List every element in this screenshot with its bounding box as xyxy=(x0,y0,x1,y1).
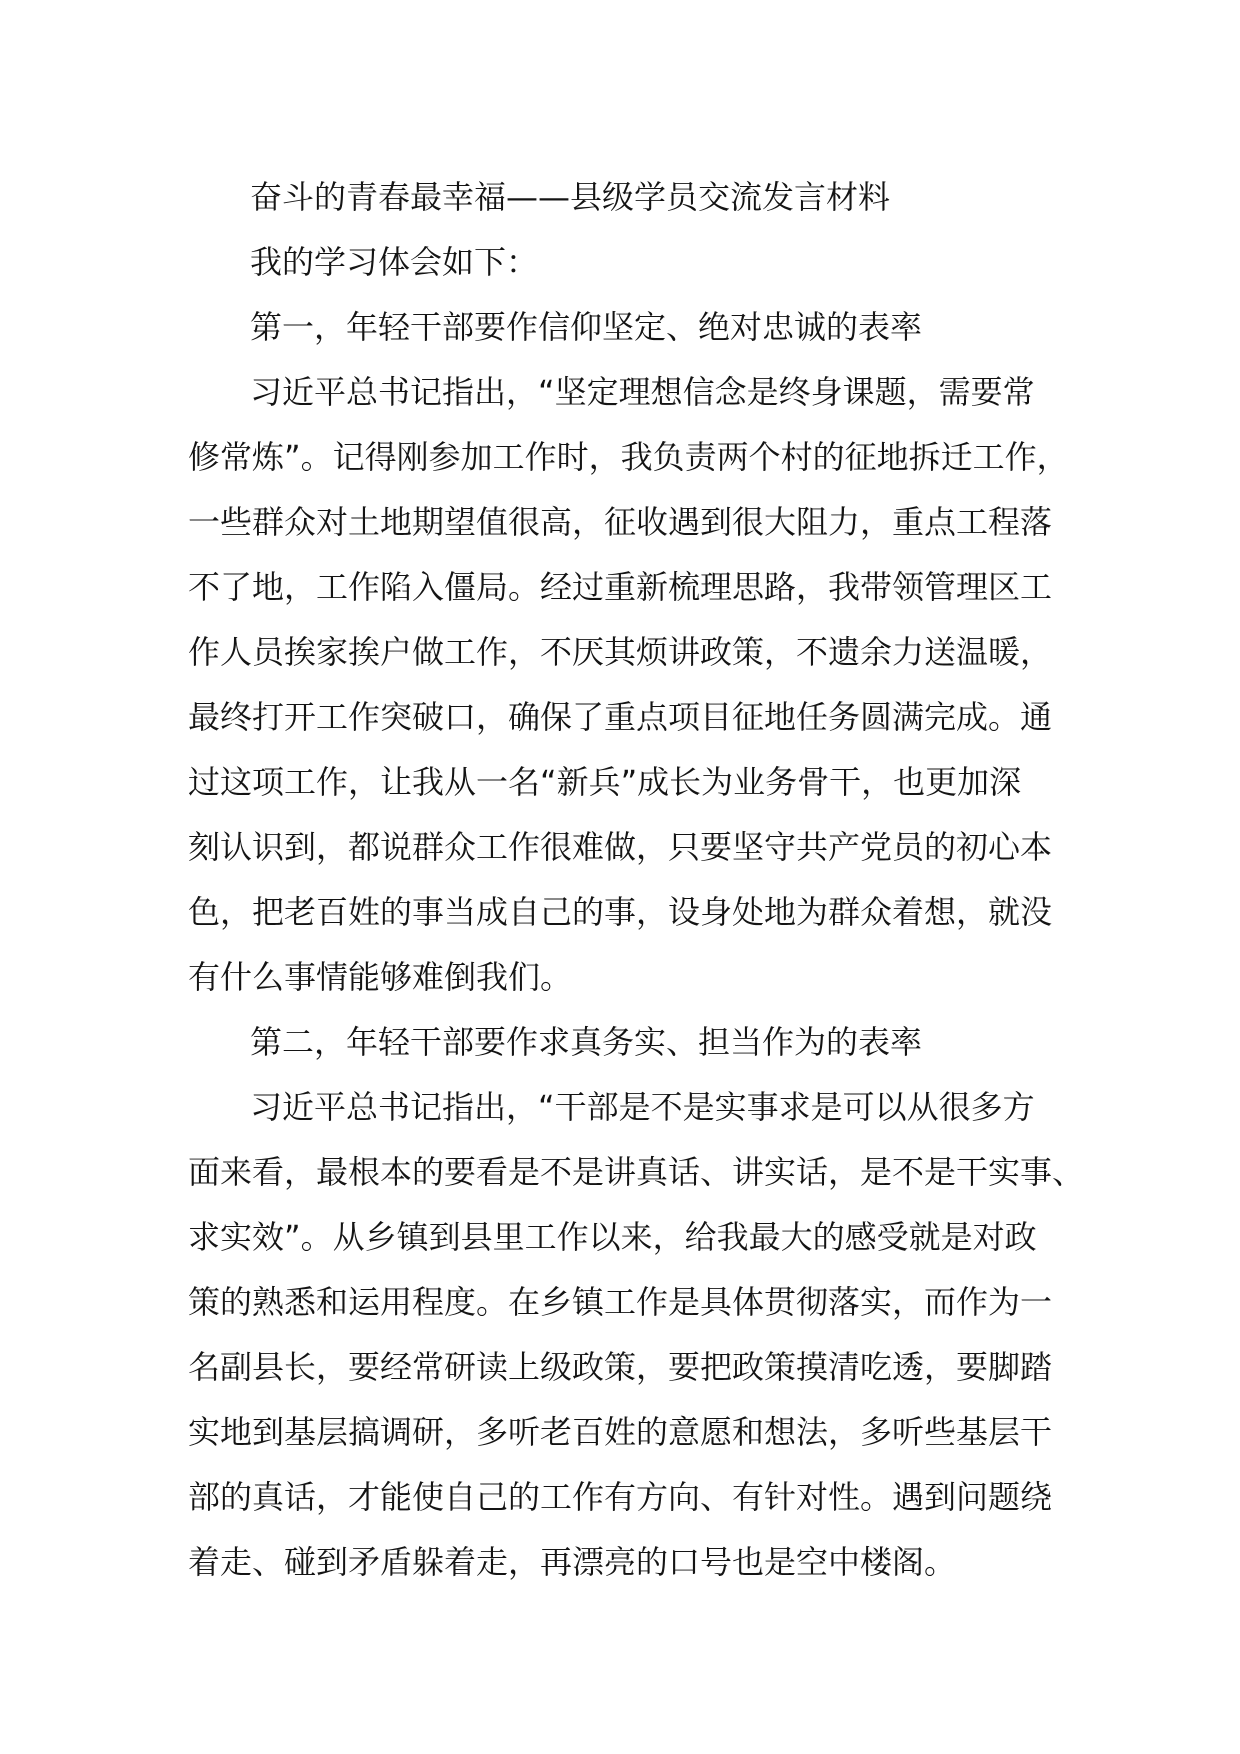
paragraph-line: 作人员挨家挨户做工作，不厌其烦讲政策，不遗余力送温暖， xyxy=(188,633,1053,671)
paragraph-line: 求实效”。从乡镇到县里工作以来，给我最大的感受就是对政 xyxy=(188,1218,1037,1256)
paragraph-line: 实地到基层搞调研，多听老百姓的意愿和想法，多听些基层干 xyxy=(188,1413,1053,1451)
section-heading: 第一，年轻干部要作信仰坚定、绝对忠诚的表率 xyxy=(250,308,923,346)
paragraph-line: 名副县长，要经常研读上级政策，要把政策摸清吃透，要脚踏 xyxy=(188,1348,1053,1386)
paragraph-line: 色，把老百姓的事当成自己的事，设身处地为群众着想，就没 xyxy=(188,893,1053,931)
section-heading-second xyxy=(188,1010,1148,1075)
paragraph-line: 面来看，最根本的要看是不是讲真话、讲实话，是不是干实事、 xyxy=(188,1153,1085,1191)
paragraph-line: 习近平总书记指出，“坚定理想信念是终身课题，需要常 xyxy=(250,373,1035,411)
paragraph-intro xyxy=(188,230,1148,295)
document-body xyxy=(188,165,1148,1595)
paragraph-line: 最终打开工作突破口，确保了重点项目征地任务圆满完成。通 xyxy=(188,698,1053,736)
document-title: 奋斗的青春最幸福——县级学员交流发言材料 xyxy=(250,178,891,216)
paragraph-first-section xyxy=(188,360,1148,1010)
section-heading: 第二，年轻干部要作求真务实、担当作为的表率 xyxy=(250,1023,923,1061)
paragraph-line: 修常炼”。记得刚参加工作时，我负责两个村的征地拆迁工作， xyxy=(188,438,1069,476)
paragraph-line: 部的真话，才能使自己的工作有方向、有针对性。遇到问题绕 xyxy=(188,1478,1053,1516)
paragraph-line: 一些群众对土地期望值很高，征收遇到很大阻力，重点工程落 xyxy=(188,503,1053,541)
paragraph-line: 不了地，工作陷入僵局。经过重新梳理思路，我带领管理区工 xyxy=(188,568,1053,606)
section-heading-first xyxy=(188,295,1148,360)
paragraph-line: 习近平总书记指出，“干部是不是实事求是可以从很多方 xyxy=(250,1088,1035,1126)
paragraph-line: 我的学习体会如下： xyxy=(250,243,539,281)
paragraph-line: 着走、碰到矛盾躲着走，再漂亮的口号也是空中楼阁。 xyxy=(188,1543,957,1581)
paragraph-second-section xyxy=(188,1075,1148,1595)
paragraph-line: 策的熟悉和运用程度。在乡镇工作是具体贯彻落实，而作为一 xyxy=(188,1283,1053,1321)
paragraph-line: 刻认识到，都说群众工作很难做，只要坚守共产党员的初心本 xyxy=(188,828,1053,866)
paragraph-line: 过这项工作，让我从一名“新兵”成长为业务骨干，也更加深 xyxy=(188,763,1022,801)
paragraph-line: 有什么事情能够难倒我们。 xyxy=(188,958,573,996)
